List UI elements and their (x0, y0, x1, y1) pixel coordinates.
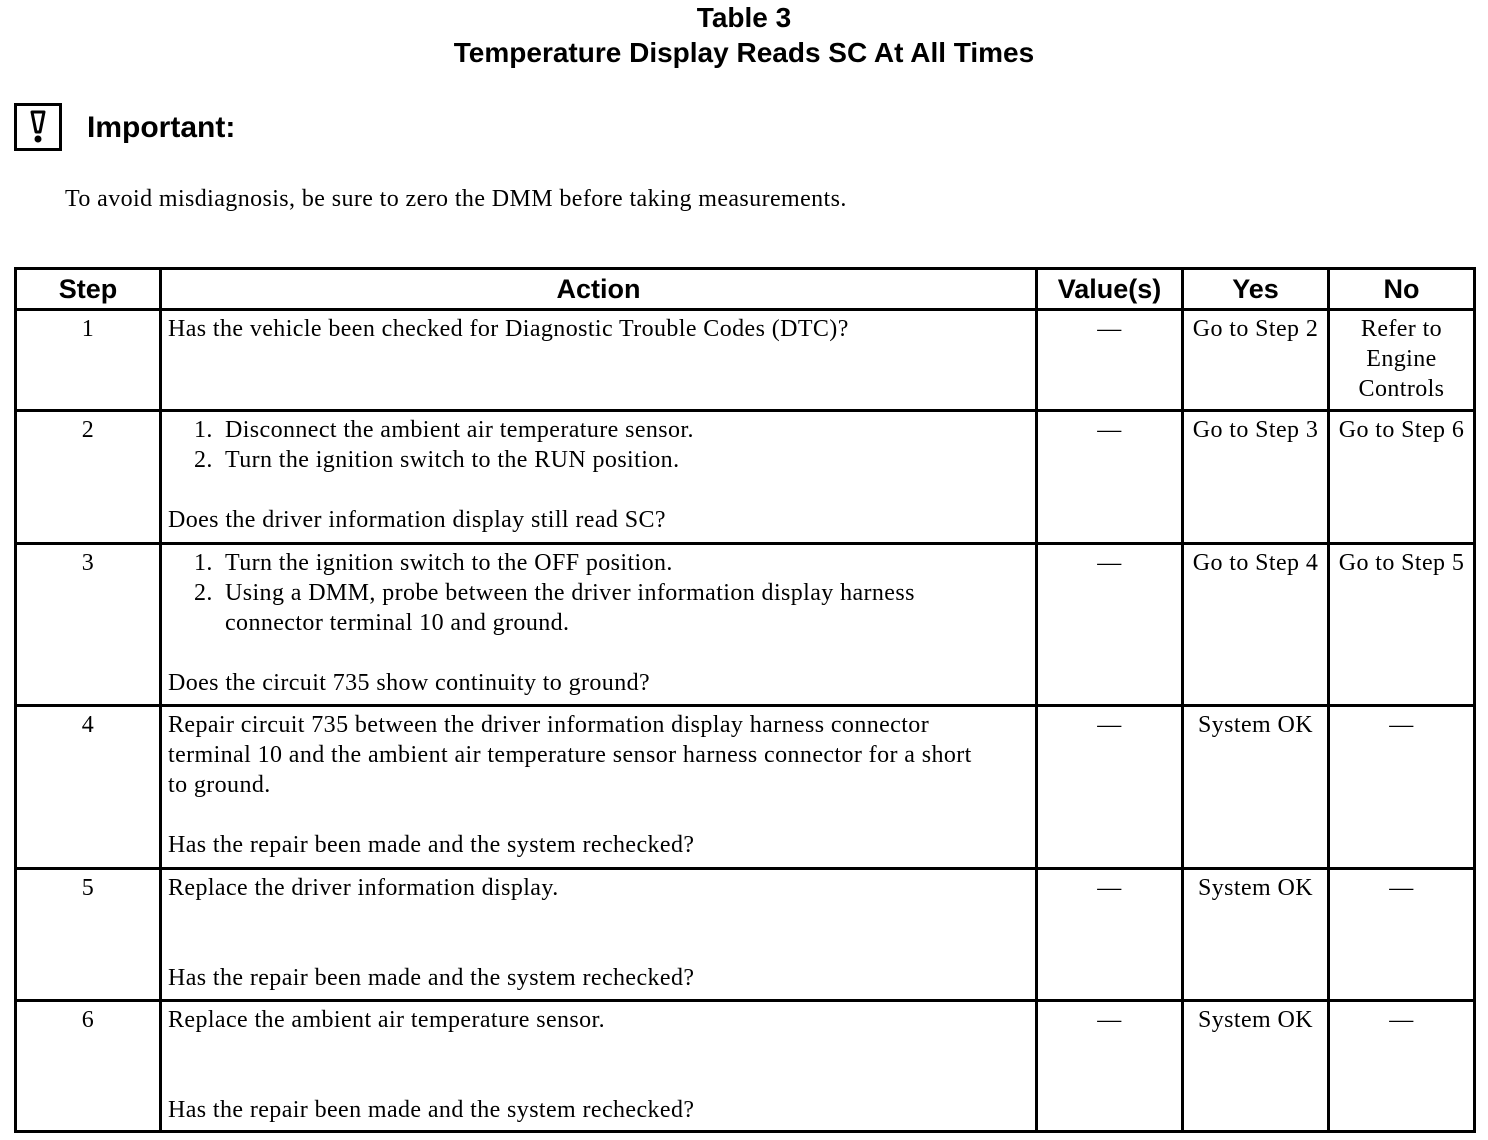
important-label: Important: (87, 111, 236, 144)
action-cell (161, 869, 1037, 1001)
step-number: 2 (16, 411, 161, 544)
list-item: 2. Turn the ignition switch to the RUN position. (194, 447, 680, 473)
action-question: Has the repair been made and the system rechecked? (168, 965, 695, 991)
action-text: Replace the driver information display. (168, 875, 559, 901)
action-cell (161, 544, 1037, 706)
table-row (16, 869, 1475, 1001)
value-cell: — (1037, 544, 1183, 706)
table-number: Table 3 (696, 2, 792, 33)
value-cell: — (1037, 706, 1183, 869)
no-cell: — (1329, 1001, 1475, 1132)
column-header-step: Step (16, 269, 161, 310)
value-cell: — (1037, 310, 1183, 411)
page-title: Temperature Display Reads SC At All Times (453, 37, 1035, 68)
yes-cell: Go to Step 4 (1183, 544, 1329, 706)
table-row (16, 706, 1475, 869)
no-cell: Refer to Engine Controls (1329, 310, 1475, 411)
action-list (168, 548, 1029, 638)
action-text: Has the vehicle been checked for Diagnostic Trouble Codes (DTC)? (168, 316, 849, 342)
yes-cell: Go to Step 2 (1183, 310, 1329, 411)
important-note: To avoid misdiagnosis, be sure to zero the DMM before taking measurements. (65, 186, 847, 212)
action-question: Has the repair been made and the system rechecked? (168, 1097, 695, 1123)
action-cell (161, 411, 1037, 544)
value-cell: — (1037, 411, 1183, 544)
no-cell: Go to Step 5 (1329, 544, 1475, 706)
no-cell: Go to Step 6 (1329, 411, 1475, 544)
table-header-row (16, 269, 1475, 310)
action-list (168, 415, 1029, 475)
step-number: 1 (16, 310, 161, 411)
exclamation-box-icon (14, 103, 62, 151)
yes-cell: System OK (1183, 706, 1329, 869)
yes-cell: System OK (1183, 1001, 1329, 1132)
list-item: 1. Disconnect the ambient air temperature sensor. (194, 417, 694, 443)
action-cell (161, 310, 1037, 411)
action-question: Does the circuit 735 show continuity to ground? (168, 670, 651, 696)
column-header-yes: Yes (1183, 269, 1329, 310)
diagnostic-table (14, 267, 1476, 1133)
table-row (16, 310, 1475, 411)
action-cell (161, 706, 1037, 869)
step-number: 3 (16, 544, 161, 706)
value-cell: — (1037, 869, 1183, 1001)
column-header-values: Value(s) (1037, 269, 1183, 310)
action-question: Does the driver information display still read SC? (168, 507, 666, 533)
list-item: 2. Using a DMM, probe between the driver information display harness connector terminal 10 and ground. (194, 580, 915, 636)
table-row (16, 411, 1475, 544)
yes-cell: Go to Step 3 (1183, 411, 1329, 544)
column-header-no: No (1329, 269, 1475, 310)
table-row (16, 1001, 1475, 1132)
list-item: 1. Turn the ignition switch to the OFF position. (194, 550, 673, 576)
no-cell: — (1329, 706, 1475, 869)
action-question: Has the repair been made and the system rechecked? (168, 832, 695, 858)
column-header-action: Action (161, 269, 1037, 310)
table-row (16, 544, 1475, 706)
action-cell (161, 1001, 1037, 1132)
no-cell: — (1329, 869, 1475, 1001)
action-text: Replace the ambient air temperature sensor. (168, 1007, 606, 1033)
yes-cell: System OK (1183, 869, 1329, 1001)
step-number: 6 (16, 1001, 161, 1132)
step-number: 5 (16, 869, 161, 1001)
value-cell: — (1037, 1001, 1183, 1132)
action-text: Repair circuit 735 between the driver information display harness connector terminal 10 and the ambient air temperature sensor harness connector for a short to ground. (168, 712, 972, 798)
step-number: 4 (16, 706, 161, 869)
